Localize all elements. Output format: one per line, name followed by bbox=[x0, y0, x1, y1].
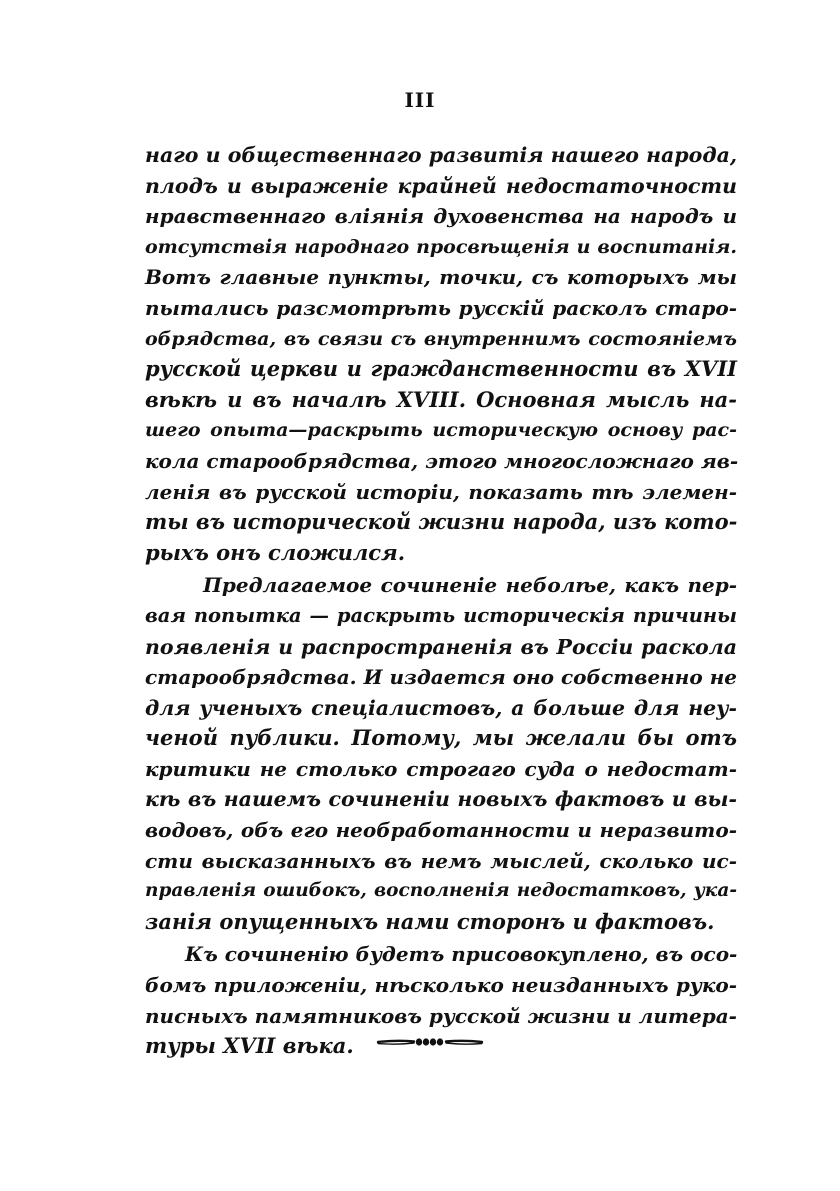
text-line: появленія и распространенія въ Россіи раскола bbox=[145, 634, 737, 659]
text-line: обрядства, въ связи съ внутреннимъ состояніемъ bbox=[145, 327, 737, 350]
text-line: занія опущенныхъ нами сторонъ и фактовъ. bbox=[145, 908, 715, 934]
text-line: старообрядства. И издается оно собственно не bbox=[145, 665, 737, 690]
text-line: кола старообрядства, этого многосложнаго яв- bbox=[145, 448, 739, 473]
text-line: вая попытка — раскрыть историческія причины bbox=[145, 603, 737, 627]
text-line: писныхъ памятниковъ русской жизни и литера- bbox=[145, 1003, 737, 1028]
text-line: вѣкѣ и въ началѣ XVIII. Основная мысль на- bbox=[145, 386, 737, 412]
text-line: кѣ въ нашемъ сочиненіи новыхъ фактовъ и вы- bbox=[145, 787, 737, 812]
text-line: ты въ исторической жизни народа, изъ кото- bbox=[145, 509, 738, 535]
ornament-divider-icon bbox=[376, 1036, 484, 1048]
text-line: ченой публики. Потому, мы желали бы отъ bbox=[145, 725, 737, 751]
paragraph-2 bbox=[145, 570, 737, 937]
text-line: критики не столько строгаго суда о недостат- bbox=[145, 756, 737, 781]
text-line: Вотъ главные пункты, точки, съ которыхъ мы bbox=[145, 265, 737, 290]
text-line: водовъ, объ его необработанности и неразвито- bbox=[145, 818, 737, 843]
text-line: отсутствія народнаго просвѣщенія и воспитанія. bbox=[145, 235, 737, 258]
body-text bbox=[145, 140, 737, 1062]
page-number: III bbox=[404, 88, 436, 112]
text-line: для ученыхъ спеціалистовъ, а больше для неу- bbox=[145, 695, 737, 720]
text-line: правленія ошибокъ, восполненія недостатковъ, ука- bbox=[145, 880, 737, 902]
text-line: пытались разсмотрѣть русскій расколъ старо- bbox=[145, 295, 737, 320]
text-line: сти высказанныхъ въ немъ мыслей, сколько ис- bbox=[145, 848, 737, 873]
text-line: нравственнаго вліянія духовенства на народъ и bbox=[145, 204, 737, 229]
text-line: ленія въ русской исторіи, показать тѣ элемен- bbox=[145, 479, 737, 504]
text-line: бомъ приложеніи, нѣсколько неизданныхъ руко- bbox=[145, 973, 737, 998]
text-line: шего опыта—раскрыть историческую основу рас- bbox=[145, 419, 737, 442]
text-line: русской церкви и гражданственности въ XVII bbox=[145, 356, 737, 382]
text-line: наго и общественнаго развитія нашего народа, bbox=[145, 143, 737, 167]
text-line: Къ сочиненію будетъ присовокуплено, въ осо- bbox=[185, 942, 738, 967]
text-line: туры XVII вѣка. bbox=[145, 1033, 354, 1059]
text-line: плодъ и выраженіе крайней недостаточности bbox=[145, 173, 737, 198]
text-line: Предлагаемое сочиненіе неболѣе, какъ пер- bbox=[203, 573, 737, 598]
paragraph-1 bbox=[145, 140, 737, 568]
text-line: рыхъ онъ сложился. bbox=[145, 539, 406, 565]
